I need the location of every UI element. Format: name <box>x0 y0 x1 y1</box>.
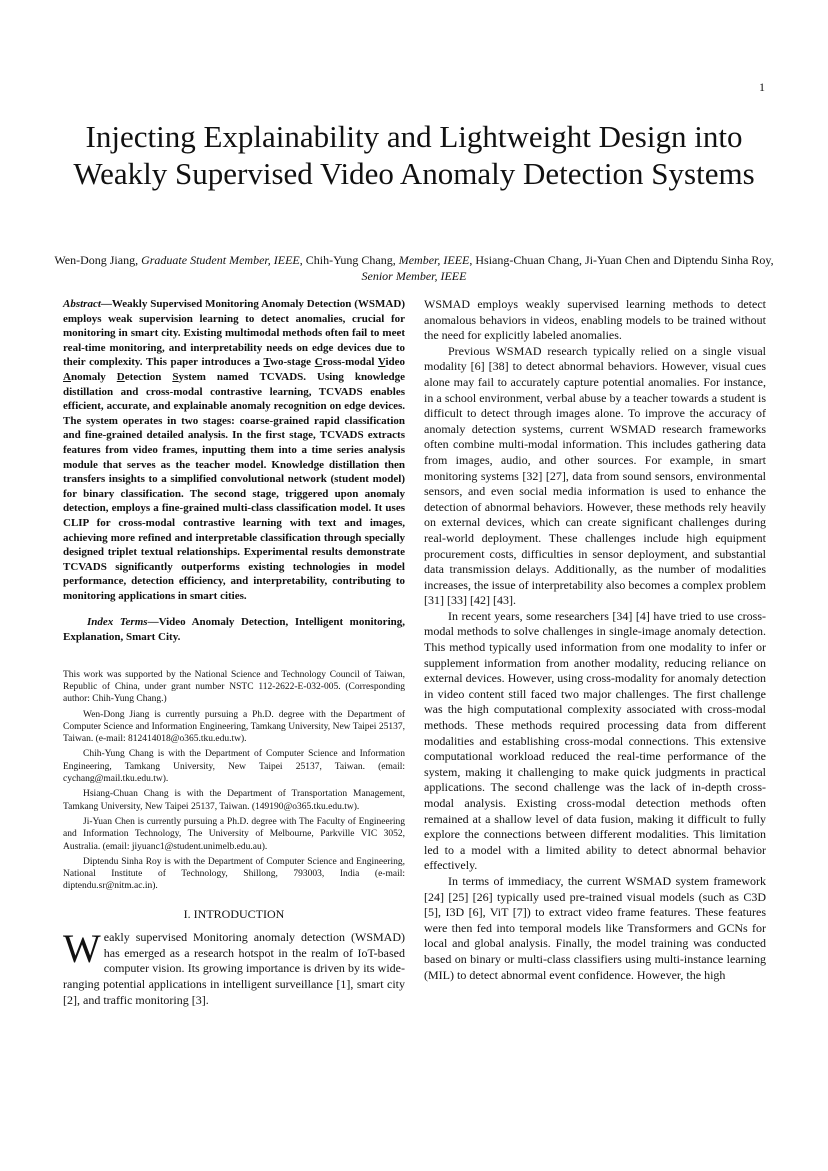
body-paragraph: In terms of immediacy, the current WSMAD system framework [24] [25] [26] typically used pre-trained visual models (such as C3D [5], I3D [6], ViT [7]) to extract video frame features. These features were then fed into temporal models like Transformers and GCNs for local and global analysis. Finally, the model training was conducted based on binary or multi-class classifiers using multi-instance learning (MIL) to detect abnormal event confidence. However, the high <box>424 873 766 982</box>
acronym-letter: V <box>377 356 386 369</box>
acronym-letter: T <box>263 356 271 369</box>
abstract-text: ystem named TCVADS. <box>178 370 318 383</box>
footnote-author: Ji-Yuan Chen is currently pursuing a Ph.D. degree with The Faculty of Engineering and Information Technology, The University of Melbourne, Parkville VIC 3052, Australia. (email: jiyuanc1@student.unimelb.edu.au). <box>63 816 405 852</box>
abstract-text: ideo <box>385 356 406 369</box>
footnote-funding: This work was supported by the National Science and Technology Council of Taiwan, Republic of China, under grant number NSTC 112-2622-E-032-005. (Corresponding author: Chih-Yung Chang.) <box>63 669 405 705</box>
author-role: Graduate Student Member, IEEE <box>141 253 300 267</box>
abstract-text: —Weakly Supervised Monitoring Anomaly Detection (WSMAD) employs weak supervision learning to detect anomalies, crucial for monitoring in smart city. Existing multimodal methods often fail to meet real-time monitoring, and interpretability needs on edge devices due to their complexity. This paper introduces a <box>63 298 405 369</box>
author-name: Wen-Dong Jiang, <box>54 253 142 267</box>
abstract <box>63 297 405 603</box>
abstract-text: Using knowledge distillation and cross-modal contrastive learning, TCVADS enables efficient, accurate, and explainable anomaly recognition on edge devices. The system operates in two stages: coarse-grained rapid classification and fine-grained detailed analysis. In the first stage, TCVADS extracts features from video frames, inputting them into a time series analysis module that serves as the teacher model. Knowledge distillation then transfers insights to a simplified convolutional network (student model) for binary classification. The second stage, triggered upon anomaly detection, employs a fine-grained multi-class classification model. It uses CLIP for cross-modal contrastive learning with text and images, achieving more refined and interpretable classification through specially designed triplet textual relationships. Experimental results demonstrate TCVADS significantly outperforms existing technologies in model performance, detection efficiency, and interpretability, contributing to monitoring applications in smart cities. <box>63 370 405 602</box>
drop-cap: W <box>63 926 101 972</box>
author-role: Member, IEEE <box>398 253 470 267</box>
acronym-letter: S <box>172 370 179 383</box>
footnote-author: Wen-Dong Jiang is currently pursuing a Ph.D. degree with the Department of Computer Science and Information Engineering, Tamkang University, New Taipei 25137, Taiwan. (e-mail: 812414018@o365.tku.edu.tw). <box>63 709 405 745</box>
author-name: Hsiang-Chuan Chang, Ji-Yuan Chen and Diptendu Sinha Roy, <box>475 253 774 267</box>
intro-text: eakly supervised Monitoring anomaly detection (WSMAD) has emerged as a research hotspot in the realm of IoT-based computer vision. Its growing importance is driven by its wide-ranging potential applications in intelligent surveillance [1], smart city [2], and traffic monitoring [3]. <box>63 930 405 1007</box>
author-separator: , <box>469 253 476 267</box>
abstract-text: ross-modal <box>322 356 378 369</box>
footnote-author: Diptendu Sinha Roy is with the Department of Computer Science and Engineering, National Institute of Technology, Shillong, 793003, India (e-mail: diptendu.sr@nitm.ac.in). <box>63 856 405 892</box>
abstract-text: nomaly <box>70 370 117 383</box>
left-column <box>63 297 405 1008</box>
abstract-text: wo-stage <box>270 356 315 369</box>
acronym-letter: C <box>314 356 323 369</box>
acronym-letter: A <box>63 370 71 383</box>
right-column <box>424 297 766 983</box>
body-paragraph: In recent years, some researchers [34] [4] have tried to use cross-modal methods to solve challenges in single-image anomaly detection. This method typically used information from one modality to infer or supplement information from another modality, reducing reliance on external devices. However, using cross-modality for anomaly detection in video content still faced two major challenges. The first challenge was the high computational complexity associated with cross-modal methods. These methods required processing data from different modalities and establishing cross-modal connections. This extensive computational workload reduced the real-time performance of the system, making it challenging to make quick judgments in practical applications. The second challenge was the lack of in-depth cross-modal analysis. Existing cross-modal detection methods often remained at a shallow level of data fusion, making it difficult to fully explore the connections between different modalities. This limitation led to a model with a limited ability to detect abnormal behavior effectively. <box>424 608 766 873</box>
author-name: Chih-Yung Chang, <box>305 253 399 267</box>
index-terms-text: —Video Anomaly Detection, Intelligent monitoring, Explanation, Smart City. <box>63 616 405 644</box>
page-number: 1 <box>759 80 765 94</box>
body-paragraph: Previous WSMAD research typically relied on a single visual modality [6] [38] to detect abnormal behaviors. However, visual cues alone may fail to accurately capture potential anomalies. For instance, in a school environment, verbal abuse by a teacher towards a student is difficult to detect through images alone. To improve the accuracy of anomaly detection systems, current WSMAD research frameworks often combine multi-modal information. This includes gathering data from images, audio, and other sources. For example, in smart monitoring systems [32] [27], data from sound sensors, environmental sensors, and even social media information is used to enhance the detection of abnormal behaviors. However, these methods rely heavily on external devices, which can create significant challenges during real-world deployment. These challenges include high equipment procurement costs, difficulties in sensor deployment, and substantial data transmission delays. Additionally, as the number of modalities increases, the issue of interpretability also becomes a complex problem [31] [33] [42] [43]. <box>424 343 766 608</box>
footnote-block <box>63 669 405 893</box>
section-heading: I. INTRODUCTION <box>183 906 285 921</box>
abstract-text: etection <box>124 370 173 383</box>
intro-paragraph <box>63 926 405 1008</box>
index-terms <box>63 615 405 644</box>
body-paragraph: WSMAD employs weakly supervised learning methods to detect anomalous behaviors in videos, enabling models to be trained without the need for explicitly labeled anomalies. <box>424 297 766 343</box>
index-terms-label: Index Terms <box>87 616 148 629</box>
footnote-author: Hsiang-Chuan Chang is with the Department of Transportation Management, Tamkang University, New Taipei 25137, Taiwan. (149190@o365.tku.edu.tw). <box>63 789 405 812</box>
paper-title: Injecting Explainability and Lightweight Design into Weakly Supervised Video Anomaly Detection Systems <box>73 119 755 191</box>
author-separator: , <box>299 253 306 267</box>
abstract-label: Abstract <box>63 298 101 310</box>
author-role: Senior Member, IEEE <box>361 269 467 283</box>
acronym-letter: D <box>116 370 125 383</box>
footnote-author: Chih-Yung Chang is with the Department of Computer Science and Information Engineering, Tamkang University, New Taipei 25137, Taiwan. (email: cychang@mail.tku.edu.tw). <box>63 749 405 785</box>
author-list <box>40 252 788 284</box>
